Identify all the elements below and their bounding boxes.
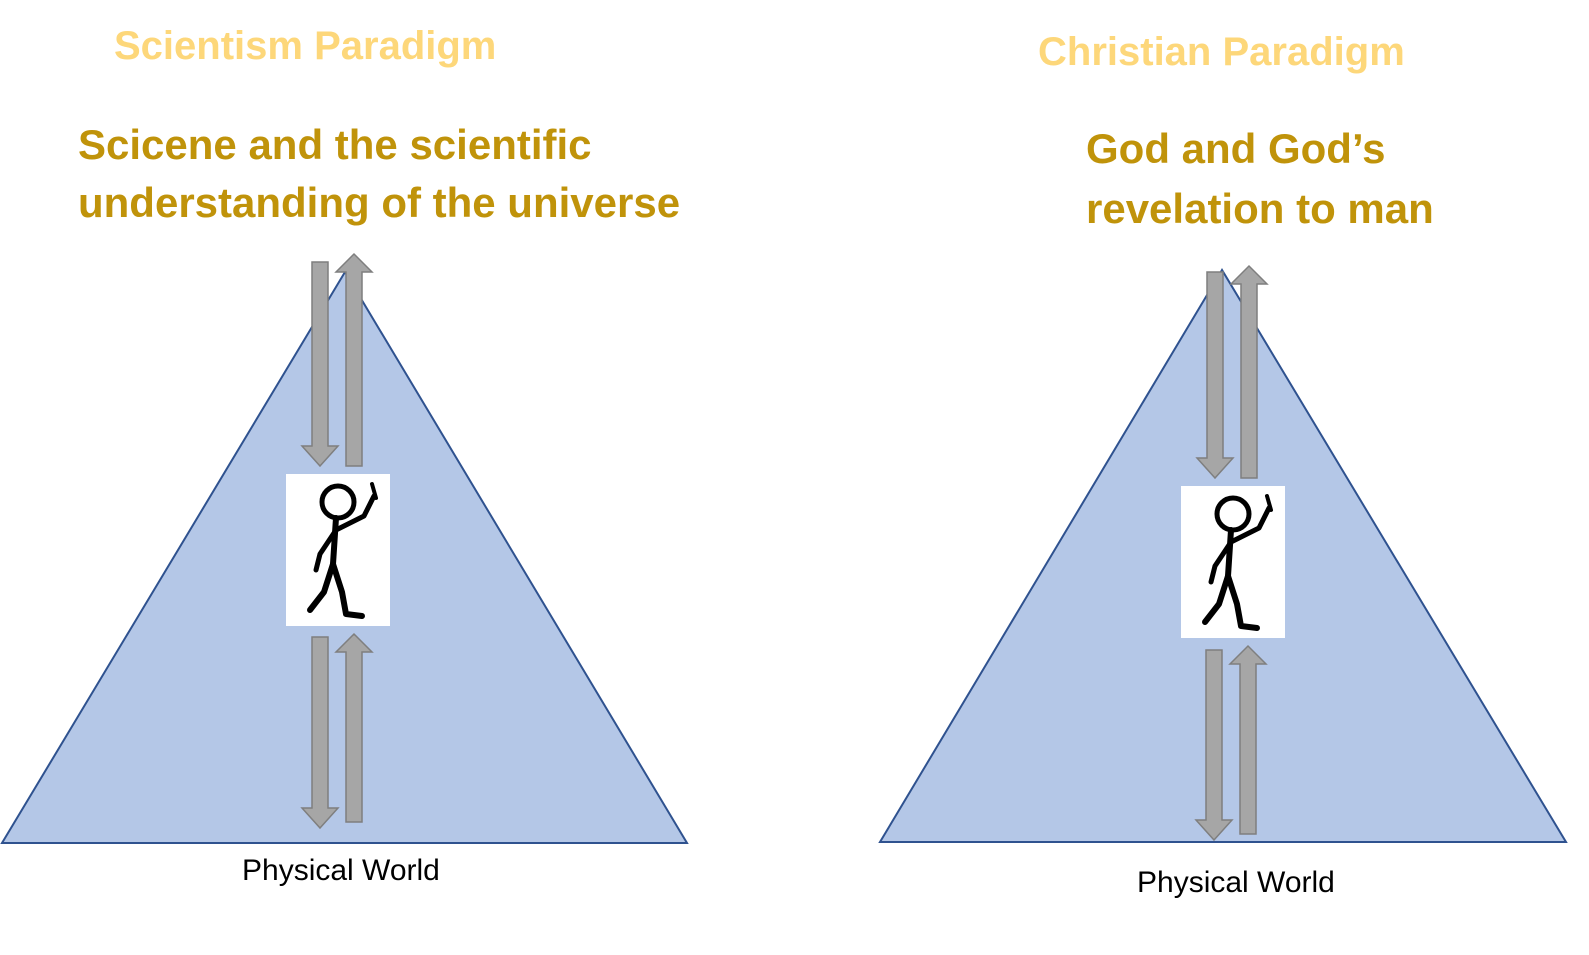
left-base-label: Physical World	[242, 854, 440, 887]
right-stick-figure-icon	[1181, 486, 1285, 638]
right-base-label: Physical World	[1137, 866, 1335, 899]
right-paradigm-title: Christian Paradigm	[1038, 30, 1405, 74]
right-heading-line1: God and God’s	[1086, 125, 1386, 172]
right-heading-line2: revelation to man	[1086, 185, 1434, 232]
left-heading-line2: understanding of the universe	[78, 179, 681, 226]
left-paradigm-title: Scientism Paradigm	[114, 24, 497, 68]
left-stick-figure-icon	[286, 474, 390, 626]
left-heading-line1: Scicene and the scientific	[78, 121, 592, 168]
